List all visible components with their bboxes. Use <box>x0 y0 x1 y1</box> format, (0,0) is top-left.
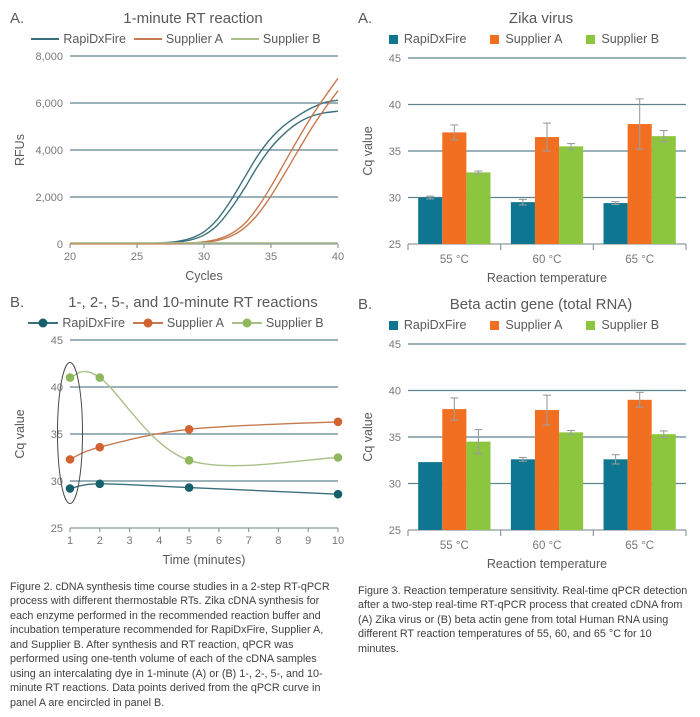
legend-swatch-icon <box>586 321 595 330</box>
svg-text:25: 25 <box>130 251 144 263</box>
legend-item: Supplier A <box>490 318 562 332</box>
legend-item: Supplier B <box>231 32 321 46</box>
legend-item: Supplier A <box>490 32 562 46</box>
legend-line-icon <box>232 322 262 324</box>
legend-line-icon <box>31 38 59 40</box>
svg-text:40: 40 <box>50 382 63 394</box>
legend-swatch-icon <box>490 35 499 44</box>
chart-header <box>8 294 344 311</box>
panel-label-b: B. <box>10 294 25 311</box>
svg-text:Cq value: Cq value <box>13 409 27 459</box>
chart-title: 1-minute RT reaction <box>123 10 263 27</box>
svg-text:Reaction temperature: Reaction temperature <box>486 271 608 285</box>
legend-dot-icon <box>242 319 251 328</box>
legend-swatch-icon <box>389 321 398 330</box>
chart-title: 1-, 2-, 5-, and 10-minute RT reactions <box>68 294 318 311</box>
panel-label-a: A. <box>10 10 25 27</box>
qpcr-amplification-panel <box>8 10 344 286</box>
svg-text:25: 25 <box>50 523 63 535</box>
svg-text:8,000: 8,000 <box>35 51 63 63</box>
svg-text:Cq value: Cq value <box>361 412 375 462</box>
svg-text:35: 35 <box>388 432 401 444</box>
figure3-caption: Figure 3. Reaction temperature sensitivity. Real-time qPCR detection after a two-step real-time RT-qPCR process that created cDNA from (A) Zika virus or (B) beta actin gene from total Human RNA using different RT reaction temperatures of 55, 60, and 65 °C for 10 minutes. <box>358 585 688 655</box>
svg-text:20: 20 <box>63 251 77 263</box>
svg-text:0: 0 <box>56 239 63 251</box>
legend-item: Supplier A <box>134 32 223 46</box>
svg-text:60 °C: 60 °C <box>532 254 562 266</box>
svg-text:4,000: 4,000 <box>35 145 63 157</box>
beta-actin-panel <box>356 296 692 574</box>
legend-item: RapiDxFire <box>28 316 125 330</box>
legend-item: Supplier B <box>586 318 659 332</box>
legend-swatch-icon <box>389 35 398 44</box>
chart-legend <box>8 316 344 330</box>
chart-header <box>356 296 692 313</box>
svg-text:Reaction temperature: Reaction temperature <box>486 557 608 571</box>
svg-text:1: 1 <box>66 535 74 547</box>
svg-text:6: 6 <box>215 535 222 547</box>
svg-text:25: 25 <box>388 525 401 537</box>
svg-text:35: 35 <box>264 251 278 263</box>
svg-text:7: 7 <box>245 535 252 547</box>
svg-text:55 °C: 55 °C <box>439 540 469 552</box>
svg-text:3: 3 <box>126 535 133 547</box>
svg-text:40: 40 <box>388 99 401 112</box>
zika-panel <box>356 10 692 288</box>
timecourse-line-chart <box>8 332 350 570</box>
legend-line-icon <box>134 38 162 40</box>
svg-text:45: 45 <box>388 339 401 351</box>
svg-text:4: 4 <box>156 535 163 547</box>
svg-text:RFUs: RFUs <box>13 134 27 166</box>
chart-title: Zika virus <box>508 10 574 27</box>
svg-text:35: 35 <box>388 146 401 158</box>
svg-text:6,000: 6,000 <box>35 98 63 110</box>
beta-actin-bar-chart <box>356 334 692 574</box>
legend-item: Supplier B <box>232 316 324 330</box>
figure2-caption: Figure 2. cDNA synthesis time course studies in a 2-step RT-qPCR process with different thermostable RTs. Zika cDNA synthesis for each enzyme performed in the recommended reaction buffer and incubation temperature recommended for RapiDxFire, Supplier A, and Supplier B. After synthesis and RT reaction, qPCR was performed using one-tenth volume of each of the cDNA samples using an intercalating dye in 1-minute (A) or (B) 1-, 2-, 5-, and 10-minute RT reactions. Data points derived from the qPCR curve in panel A are encircled in panel B. <box>10 581 330 709</box>
legend-dot-icon <box>39 319 48 328</box>
legend-swatch-icon <box>490 321 499 330</box>
svg-text:8: 8 <box>275 535 282 547</box>
svg-text:2,000: 2,000 <box>35 192 63 204</box>
svg-text:30: 30 <box>50 476 63 488</box>
chart-title: Beta actin gene (total RNA) <box>449 296 633 313</box>
chart-legend <box>356 32 692 46</box>
svg-text:Time (minutes): Time (minutes) <box>162 553 246 567</box>
svg-text:40: 40 <box>331 251 345 263</box>
legend-item: RapiDxFire <box>389 32 467 46</box>
svg-text:30: 30 <box>388 192 401 205</box>
svg-text:10: 10 <box>331 535 345 547</box>
legend-line-icon <box>28 322 58 324</box>
svg-text:Cycles: Cycles <box>185 269 223 283</box>
legend-item: Supplier A <box>133 316 224 330</box>
legend-item: RapiDxFire <box>31 32 126 46</box>
chart-header <box>356 10 692 27</box>
panel-label-a: A. <box>358 10 373 27</box>
svg-text:30: 30 <box>388 478 401 491</box>
panel-label-b: B. <box>358 296 373 313</box>
svg-text:65 °C: 65 °C <box>625 540 655 552</box>
legend-swatch-icon <box>586 35 595 44</box>
svg-text:45: 45 <box>388 53 401 65</box>
svg-text:5: 5 <box>186 535 193 547</box>
svg-text:25: 25 <box>388 239 401 251</box>
figure3-column <box>350 0 700 717</box>
legend-line-icon <box>133 322 163 324</box>
svg-text:9: 9 <box>305 535 312 547</box>
zika-bar-chart <box>356 48 692 288</box>
svg-text:65 °C: 65 °C <box>625 254 655 266</box>
svg-text:40: 40 <box>388 385 401 398</box>
legend-dot-icon <box>143 319 152 328</box>
chart-legend <box>356 318 692 332</box>
svg-text:60 °C: 60 °C <box>532 540 562 552</box>
svg-text:35: 35 <box>50 429 63 441</box>
svg-text:30: 30 <box>197 251 211 263</box>
svg-text:55 °C: 55 °C <box>439 254 469 266</box>
svg-text:2: 2 <box>96 535 103 547</box>
chart-header <box>8 10 344 27</box>
legend-item: Supplier B <box>586 32 659 46</box>
legend-line-icon <box>231 38 259 40</box>
legend-item: RapiDxFire <box>389 318 467 332</box>
svg-text:Cq value: Cq value <box>361 126 375 176</box>
svg-text:45: 45 <box>50 335 63 347</box>
timecourse-panel <box>8 294 344 570</box>
chart-legend <box>8 32 344 46</box>
qpcr-line-chart <box>8 48 350 286</box>
